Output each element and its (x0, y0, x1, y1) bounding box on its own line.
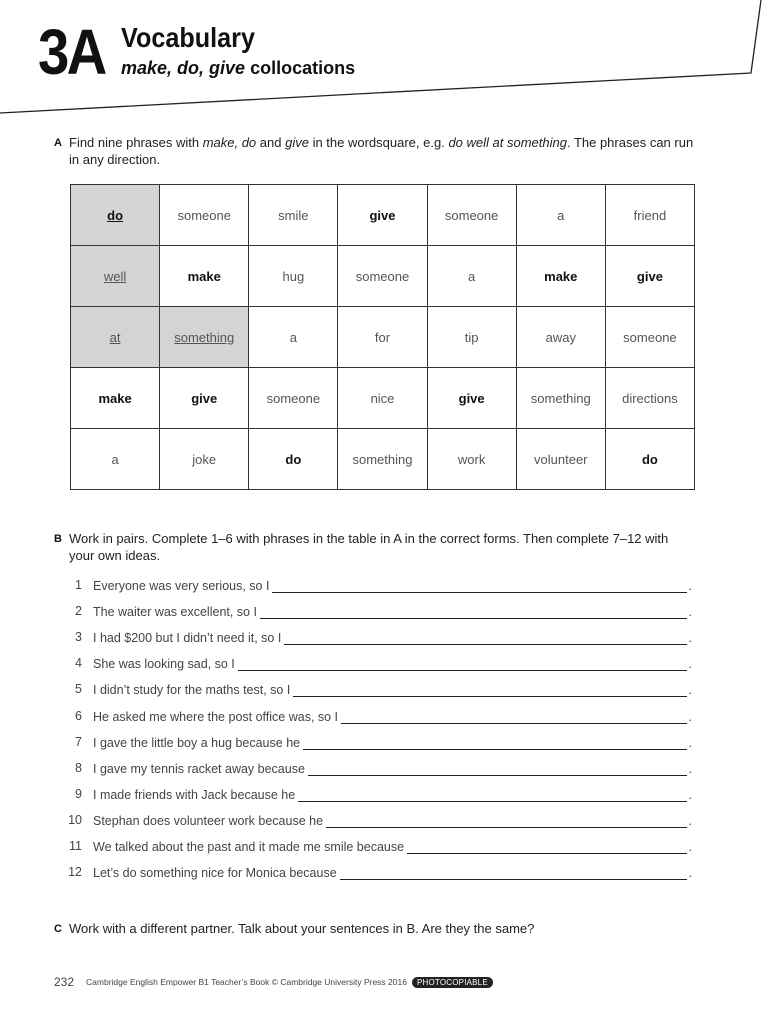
page-number: 232 (54, 975, 75, 989)
wordsquare-word: at (109, 329, 121, 345)
header-banner-outline (0, 0, 768, 120)
exercise-sentence (93, 735, 692, 750)
wordsquare-cell (516, 185, 605, 246)
wordsquare-word: a (468, 268, 476, 284)
exercise-prompt: She was looking sad, so I (93, 657, 235, 672)
wordsquare-word: smile (278, 207, 309, 223)
wordsquare-word: volunteer (534, 451, 588, 467)
wordsquare-cell (249, 246, 338, 307)
exercise-item (0, 656, 768, 676)
answer-line[interactable] (284, 630, 686, 645)
answer-line[interactable] (308, 761, 687, 776)
wordsquare-word: someone (623, 329, 677, 345)
wordsquare-cell (605, 368, 694, 429)
wordsquare-word: make (187, 268, 221, 284)
answer-line[interactable] (303, 735, 686, 750)
wordsquare-cell (605, 429, 694, 490)
wordsquare-cell (427, 307, 516, 368)
subtitle-keywords: make, do, give (121, 58, 246, 78)
answer-line[interactable] (340, 865, 687, 880)
wordsquare-word: something (174, 329, 235, 345)
wordsquare-cell (605, 307, 694, 368)
sentence-period: . (688, 709, 692, 724)
wordsquare-word: make (98, 390, 132, 406)
wordsquare-table (70, 184, 695, 490)
exercise-number: 10 (68, 812, 82, 827)
wordsquare-word: well (103, 268, 127, 284)
wordsquare-cell (427, 185, 516, 246)
wordsquare-cell (338, 429, 427, 490)
exercise-prompt: I gave the little boy a hug because he (93, 735, 301, 750)
wordsquare-word: do (641, 451, 658, 467)
wordsquare-word: someone (444, 207, 499, 223)
exercise-prompt: Let’s do something nice for Monica because (93, 866, 337, 881)
wordsquare-row (71, 368, 695, 429)
wordsquare-word: work (457, 451, 486, 467)
wordsquare-cell (338, 368, 427, 429)
wordsquare-row (71, 185, 695, 246)
exercise-number: 8 (75, 760, 82, 775)
exercise-prompt: He asked me where the post office was, so I (93, 709, 339, 724)
wordsquare-cell (160, 368, 249, 429)
sentence-period: . (688, 631, 692, 646)
wordsquare-cell (160, 246, 249, 307)
exercise-sentence (93, 865, 692, 880)
wordsquare-word: a (289, 329, 297, 345)
section-b-letter: B (54, 533, 62, 545)
answer-line[interactable] (341, 709, 686, 724)
wordsquare-cell (71, 307, 160, 368)
wordsquare-word: give (458, 390, 485, 406)
wordsquare-row (71, 429, 695, 490)
sentence-period: . (688, 605, 692, 620)
exercise-prompt: I gave my tennis racket away because (93, 761, 305, 776)
exercise-prompt: Everyone was very serious, so I (93, 579, 270, 593)
exercise-sentence (93, 656, 692, 671)
wordsquare-word: something (352, 451, 413, 467)
wordsquare-word: give (191, 390, 218, 406)
sentence-period: . (688, 787, 692, 802)
wordsquare-cell (160, 185, 249, 246)
exercise-item (0, 735, 768, 755)
wordsquare-cell (338, 307, 427, 368)
exercise-item (0, 761, 768, 781)
exercise-number: 7 (75, 734, 82, 749)
wordsquare-word: do (107, 207, 124, 223)
wordsquare-cell (249, 429, 338, 490)
wordsquare-word: a (111, 451, 119, 467)
wordsquare-cell (71, 429, 160, 490)
wordsquare-cell (160, 429, 249, 490)
wordsquare-word: away (545, 329, 576, 345)
wordsquare-word: do (285, 451, 302, 467)
exercise-item (0, 813, 768, 833)
wordsquare-word: someone (177, 207, 231, 223)
wordsquare-word: nice (370, 390, 395, 406)
wordsquare-word: a (557, 207, 565, 223)
wordsquare-word: directions (622, 390, 678, 406)
sentence-period: . (688, 761, 692, 776)
exercise-sentence (93, 630, 692, 645)
wordsquare-cell (71, 185, 160, 246)
exercise-number: 11 (69, 839, 82, 853)
exercise-item (0, 839, 768, 859)
wordsquare-cell (605, 246, 694, 307)
copyright-credit: Cambridge English Empower B1 Teacher’s Book © Cambridge University Press 2016 (86, 977, 407, 987)
unit-subtitle (121, 58, 355, 79)
section-c-letter: C (54, 923, 62, 935)
exercise-prompt: We talked about the past and it made me smile because (93, 840, 405, 854)
exercise-sentence (93, 787, 692, 802)
exercise-number: 2 (75, 604, 82, 619)
wordsquare-word: joke (192, 451, 217, 467)
exercise-prompt: Stephan does volunteer work because he (93, 813, 324, 828)
page-footer (54, 975, 493, 989)
sentence-period: . (688, 840, 692, 854)
sentence-period: . (688, 813, 692, 828)
answer-line[interactable] (260, 604, 687, 619)
wordsquare-cell (605, 185, 694, 246)
wordsquare-word: friend (633, 207, 667, 223)
wordsquare-cell (71, 368, 160, 429)
exercise-sentence (93, 682, 692, 697)
wordsquare-cell (249, 307, 338, 368)
answer-line[interactable] (298, 787, 686, 802)
sentence-period: . (688, 657, 692, 672)
answer-line[interactable] (407, 839, 686, 854)
exercise-sentence (93, 578, 692, 593)
answer-line[interactable] (293, 682, 686, 697)
unit-title: Vocabulary (121, 22, 255, 53)
photocopiable-badge: PHOTOCOPIABLE (412, 977, 493, 988)
wordsquare-row (71, 246, 695, 307)
wordsquare-cell (427, 368, 516, 429)
section-a-instruction: Find nine phrases with make, do and give in the wordsquare, e.g. do well at something. The phrases can run in any direction. (69, 135, 694, 167)
unit-number: 3A (38, 16, 105, 88)
exercise-number: 4 (75, 656, 82, 671)
answer-line[interactable] (238, 656, 687, 671)
wordsquare-cell (249, 185, 338, 246)
wordsquare-cell (249, 368, 338, 429)
exercise-number: 5 (75, 682, 82, 697)
sentence-period: . (688, 735, 692, 750)
sentence-period: . (688, 866, 692, 881)
exercise-prompt: I made friends with Jack because he (93, 787, 296, 802)
exercise-number: 6 (75, 708, 82, 723)
exercise-item (0, 578, 768, 598)
wordsquare-cell (516, 368, 605, 429)
section-b-instruction: Work in pairs. Complete 1–6 with phrases in the table in A in the correct forms. Then complete 7–12 with your own ideas. (69, 531, 669, 563)
wordsquare-cell (516, 307, 605, 368)
exercise-prompt: The waiter was excellent, so I (93, 605, 257, 620)
section-c-instruction: Work with a different partner. Talk about your sentences in B. Are they the same? (69, 921, 535, 936)
wordsquare-row (71, 307, 695, 368)
wordsquare-word: someone (266, 390, 321, 406)
exercise-item (0, 604, 768, 624)
wordsquare-word: hug (282, 268, 305, 284)
wordsquare-cell (71, 246, 160, 307)
wordsquare-word: make (544, 268, 578, 284)
wordsquare-cell (427, 246, 516, 307)
exercise-sentence (93, 761, 692, 776)
exercise-number: 12 (68, 865, 82, 880)
subtitle-rest: collocations (250, 58, 356, 78)
wordsquare-cell (516, 429, 605, 490)
wordsquare-word: for (374, 329, 391, 345)
section-a-letter: A (54, 137, 62, 149)
wordsquare-word: give (636, 268, 663, 284)
exercise-prompt: I didn’t study for the maths test, so I (93, 683, 291, 698)
exercise-sentence (93, 839, 692, 854)
answer-line[interactable] (272, 578, 686, 593)
sentence-period: . (688, 579, 692, 593)
wordsquare-word: something (530, 390, 591, 406)
wordsquare-cell (160, 307, 249, 368)
exercise-number: 3 (75, 630, 82, 645)
exercise-item (0, 865, 768, 885)
exercise-number: 1 (75, 578, 82, 592)
exercise-sentence (93, 709, 692, 724)
wordsquare-cell (516, 246, 605, 307)
exercise-prompt: I had $200 but I didn’t need it, so I (93, 631, 282, 646)
exercise-sentence (93, 604, 692, 619)
wordsquare-word: someone (355, 268, 410, 284)
exercise-number: 9 (75, 786, 82, 801)
wordsquare-cell (338, 246, 427, 307)
wordsquare-cell (338, 185, 427, 246)
exercise-item (0, 682, 768, 702)
exercise-item (0, 630, 768, 650)
wordsquare-word: tip (464, 329, 479, 345)
wordsquare-word: give (369, 207, 396, 223)
answer-line[interactable] (326, 813, 686, 828)
sentence-period: . (688, 683, 692, 698)
exercise-sentence (93, 813, 692, 828)
wordsquare-cell (427, 429, 516, 490)
exercise-item (0, 787, 768, 807)
exercise-item (0, 709, 768, 729)
